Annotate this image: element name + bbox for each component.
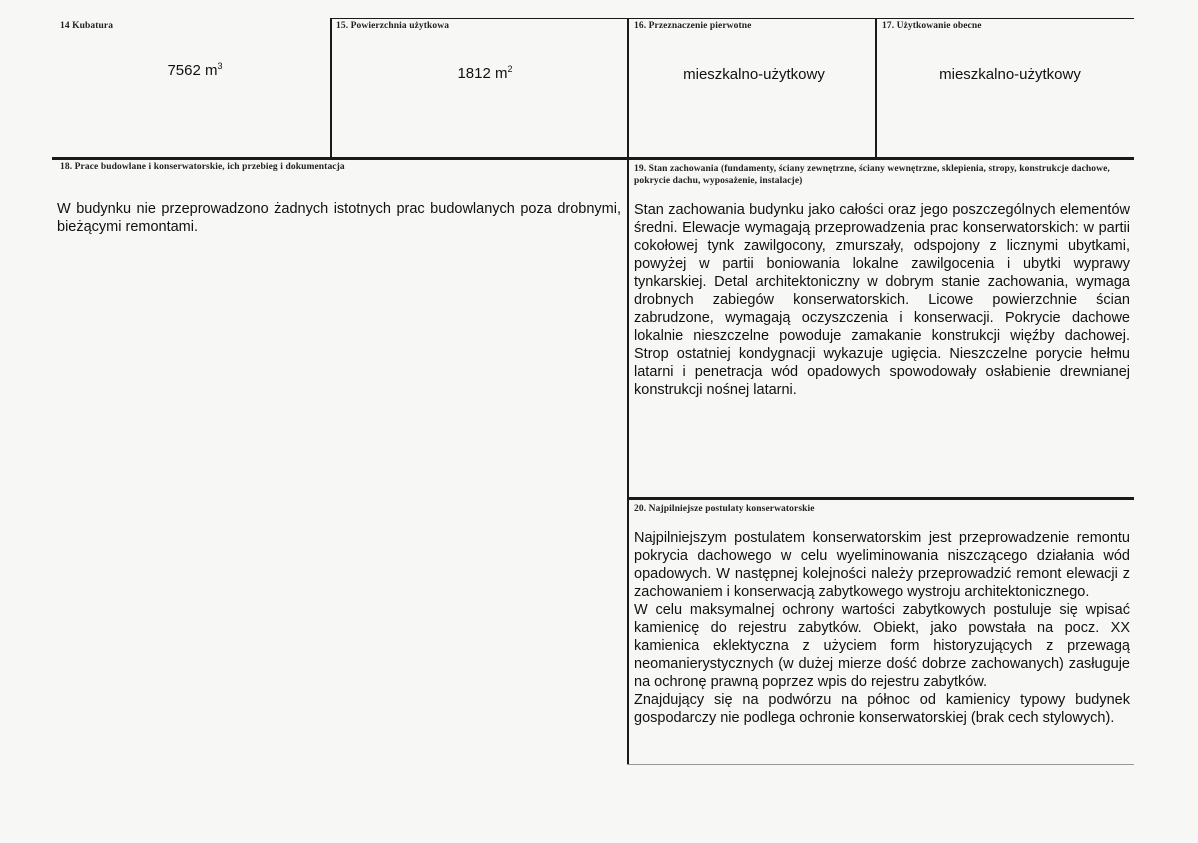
- stan-zachowania-label: 19. Stan zachowania (fundamenty, ściany zewnętrzne, ściany wewnętrzne, sklepienia, stropy, konstrukcje dachowe, pokrycie dachu, wyposażenie, instalacje): [634, 164, 1110, 186]
- kubatura-unit-exponent: 3: [217, 61, 223, 71]
- bottom-divider-20: [627, 764, 1134, 765]
- postulaty-paragraph: Znajdujący się na podwórzu na północ od kamienicy typowy budynek gospodarczy nie podlega ochronie konserwatorskiej (brak cech stylowych).: [634, 692, 1130, 726]
- prace-budowlane-label: 18. Prace budowlane i konserwatorskie, ich przebieg i dokumentacja: [60, 162, 345, 172]
- postulaty-text: [634, 529, 1130, 727]
- powierzchnia-value: [430, 65, 540, 82]
- kubatura-label: 14 Kubatura: [60, 21, 114, 31]
- powierzchnia-label: 15. Powierzchnia użytkowa: [336, 21, 450, 31]
- prace-budowlane-text: W budynku nie przeprowadzono żadnych istotnych prac budowlanych poza drobnymi, bieżącymi remontami.: [57, 201, 621, 235]
- postulaty-paragraph: W celu maksymalnej ochrony wartości zabytkowych postuluje się wpisać kamienicę do rejestru zabytków. Obiekt, jako powstała na pocz. XX kamienica eklektyczna z użyciem form historyzujących z przewagą neomanierystycznych (w dużej mierze dość dobrze zachowanych) zasługuje na ochronę prawną poprzez wpis do rejestru zabytków.: [634, 602, 1130, 690]
- top-border-line: [330, 18, 1134, 19]
- powierzchnia-number: 1812 m: [457, 65, 508, 82]
- stan-zachowania-text: Stan zachowania budynku jako całości oraz jego poszczególnych elementów średni. Elewacje wymagają przeprowadzenia prac konserwatorskich: w partii cokołowej tynk zawilgocony, zmurszały, odspojony z licznymi ubytkami, powyżej w partii boniowania lokalne zawilgocenia i ubytki wyprawy tynkarskiej. Detal architektoniczny w dobrym stanie zachowania, wymaga drobnych zabiegów konserwatorskich. Licowe powierzchnie ścian zabrudzone, wymagają oczyszczenia i konserwacji. Pokrycie dachowe lokalnie nieszczelne powoduje zamakanie konstrukcji więźby dachowej. Strop ostatniej kondygnacji wykazuje ugięcia. Nieszczelne porycie hełmu latarni i penetracja wód opadowych spowodowały osłabienie drewnianej konstrukcji nośnej latarni.: [634, 202, 1130, 398]
- row-divider-19-20: [627, 497, 1134, 500]
- powierzchnia-unit-exponent: 2: [507, 64, 513, 74]
- col-divider-15-16: [627, 18, 629, 157]
- col-divider-16-17: [875, 18, 877, 157]
- col-divider-14-15: [330, 18, 332, 157]
- kubatura-value: [140, 62, 250, 79]
- postulaty-paragraph: Najpilniejszym postulatem konserwatorskim jest przeprowadzenie remontu pokrycia dachowego w celu wyeliminowania niszczącego działania wód opadowych. W następnej kolejności należy przeprowadzić remont elewacji z zachowaniem i konserwacją zabytkowego wystroju architektonicznego.: [634, 530, 1130, 600]
- kubatura-number: 7562 m: [167, 62, 218, 79]
- row-divider-top: [52, 157, 1134, 160]
- col-divider-18-19: [627, 157, 629, 764]
- przeznaczenie-value: mieszkalno-użytkowy: [683, 66, 825, 83]
- przeznaczenie-label: 16. Przeznaczenie pierwotne: [634, 21, 752, 31]
- uzytkowanie-label: 17. Użytkowanie obecne: [882, 21, 982, 31]
- postulaty-label: 20. Najpilniejsze postulaty konserwatorskie: [634, 504, 815, 514]
- uzytkowanie-value: mieszkalno-użytkowy: [939, 66, 1081, 83]
